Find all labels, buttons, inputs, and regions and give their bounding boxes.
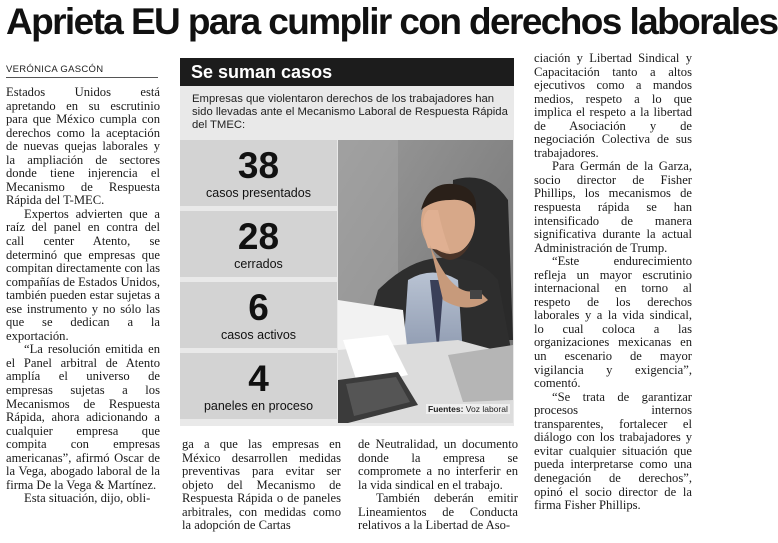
infobox-title: Se suman casos — [180, 58, 514, 86]
byline: VERÓNICA GASCÓN — [6, 64, 158, 78]
paragraph: “Este endurecimiento refleja un mayor escrutinio internacional en torno al respeto de los derechos laborales y a la vida sindical, lo cual coloca a las organizaciones mexicanas en un escenario de mayor vigilancia y exigencia”, comentó. — [534, 254, 692, 391]
source-label: Fuentes: — [428, 404, 464, 414]
paragraph: de Neutralidad, un documento donde la empresa se compromete a no interferir en la vida sindical en el trabajo. — [358, 437, 518, 492]
paragraph: Esta situación, dijo, obli- — [24, 491, 151, 506]
paragraph: ga a que las empresas en México desarrollen medidas preventivas para evitar ser objeto del Mecanismo de Respuesta Rápida o de paneles arbitrales, con medidas como la adopción de Cartas — [182, 437, 341, 533]
paragraph: “La resolución emitida en el Panel arbitral de Atento amplía el universo de empresas sujetas a los Mecanismos de Respuesta Rápida, ahora adicionando a cualquier empresa que compita con empresas americanas”, afirmó Oscar de la Vega, abogado laboral de la firma De la Vega & Martínez. — [6, 342, 160, 492]
article-column-1 — [6, 86, 160, 506]
infobox-source — [426, 404, 510, 414]
article-column-4 — [534, 52, 692, 513]
paragraph: Para Germán de la Garza, socio director de Fisher Phillips, los mecanismos de respuesta rápida se han intensificado de manera significativa durante la actual Administración de Trump. — [534, 159, 692, 255]
infobox-intro: Empresas que violentaron derechos de los trabajadores han sido llevadas ante el Mecanismo Laboral de Respuesta Rápida del TMEC: — [192, 93, 508, 131]
stat-value: 38 — [237, 145, 280, 186]
stat-active-cases — [180, 282, 337, 348]
paragraph: Estados Unidos está apretando en su escrutinio para que México cumpla con derechos como la aceptación de nuevas quejas laborales y la ampliación de sectores donde tiene injerencia el Mecanismo de Respuesta Rápida del T-MEC. — [6, 85, 160, 208]
article-column-2 — [182, 438, 341, 533]
paragraph: ciación y Libertad Sindical y Capacitación tanto a altos ejecutivos como a mandos medios, respeto a lo que implica el respeto a la libertad de Asociación y de negociación Colectiva de sus trabajadores. — [534, 51, 692, 160]
stat-value: 28 — [237, 216, 280, 257]
stat-value: 6 — [248, 287, 269, 328]
stat-label: casos presentados — [206, 186, 311, 200]
stat-panels-in-process — [180, 353, 337, 419]
article-column-3 — [358, 438, 518, 533]
stat-label: paneles en proceso — [203, 399, 314, 413]
stat-label: cerrados — [234, 257, 283, 271]
paragraph: También deberán emitir Lineamientos de Conducta relativos a la Libertad de Aso- — [358, 491, 518, 533]
headline: Aprieta EU para cumplir con derechos laborales — [6, 1, 778, 42]
paragraph: “Se trata de garantizar procesos internos transparentes, fortalecer el diálogo con los trabajadores y evitar cualquier situación que pueda interpretarse como una denegación de derechos”, opinó el socio director de la firma Fisher Phillips. — [534, 389, 692, 513]
stat-label: casos activos — [220, 328, 297, 342]
stat-cases-presented — [180, 140, 337, 206]
stat-closed — [180, 211, 337, 277]
photo-illustration — [338, 140, 513, 423]
stressed-worker-photo — [338, 140, 513, 423]
stat-value: 4 — [248, 358, 269, 399]
source-value: Voz laboral — [465, 404, 508, 414]
paragraph: Expertos advierten que a raíz del panel en contra del call center Atento, se determinó que empresas que compitan directamente con las compañías de Estados Unidos, también pueden estar sujetas a ese instrumento y no sólo las que se dedican a la exportación. — [6, 206, 160, 343]
